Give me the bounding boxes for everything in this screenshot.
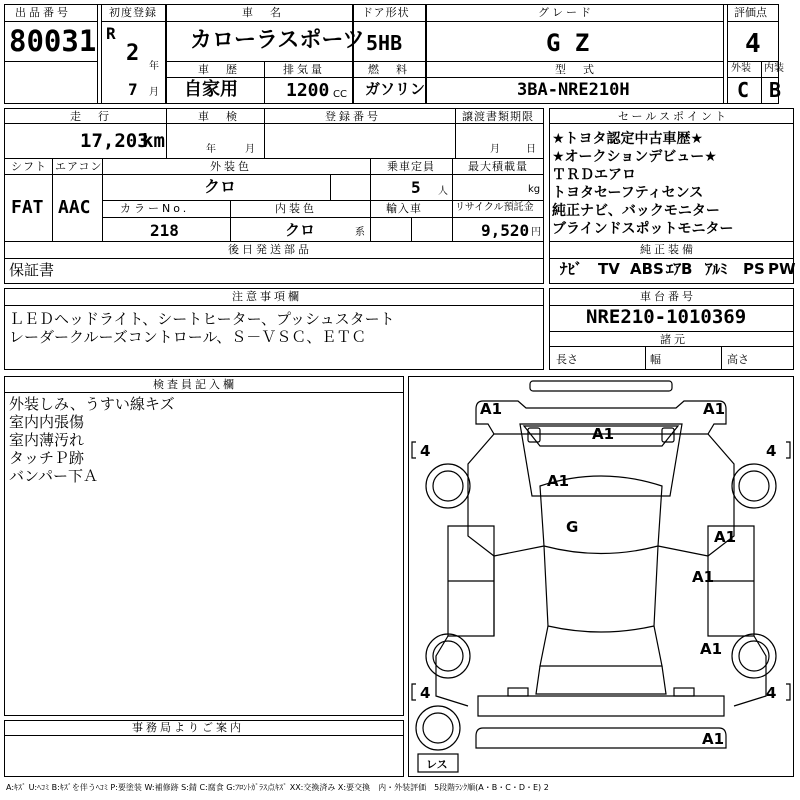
grade-label: グレード xyxy=(538,6,594,19)
equipment-tv: TV xyxy=(598,260,620,278)
interior-score: B xyxy=(769,78,782,102)
era: R xyxy=(106,24,116,43)
first-reg-label: 初度登録 xyxy=(109,6,157,19)
history-label: 車 歴 xyxy=(198,63,240,76)
capacity-unit: 人 xyxy=(438,186,448,197)
ac: AAC xyxy=(58,197,91,218)
notes-label: 注意事項欄 xyxy=(232,290,302,303)
car-name-label: 車 名 xyxy=(242,6,284,19)
sales-point: ★トヨタ認定中古車歴★ xyxy=(552,131,704,147)
transfer-label: 譲渡書類期限 xyxy=(462,110,534,123)
interior-label: 内装 xyxy=(764,63,784,74)
recycle-unit: 円 xyxy=(531,227,541,238)
displacement-unit: CC xyxy=(333,89,347,100)
lot-number: 80031 xyxy=(9,24,97,58)
inspector-line: 外装しみ、うすい線キズ xyxy=(9,395,175,413)
height-label: 高さ xyxy=(727,353,749,366)
inspector-label: 検査員記入欄 xyxy=(153,378,237,391)
lot-label: 出品番号 xyxy=(15,6,71,19)
inspection-label: 車 検 xyxy=(198,110,240,123)
mark-right-door-rear: A1 xyxy=(692,568,715,586)
mileage-label: 走 行 xyxy=(70,110,112,123)
door-label: ドア形状 xyxy=(362,6,410,19)
grade: G Z xyxy=(546,29,590,57)
mark-front-left: A1 xyxy=(480,400,503,418)
displacement-label: 排気量 xyxy=(283,63,325,76)
chassis-label: 車台番号 xyxy=(640,290,696,303)
ac-label: エアコン xyxy=(55,160,103,173)
max-load-label: 最大積載量 xyxy=(468,160,528,173)
inspector-line: タッチＰ跡 xyxy=(9,449,85,467)
legend: A:ｷｽﾞ U:ﾍｺﾐ B:ｷｽﾞを伴うﾍｺﾐ P:要塗装 W:補修跡 S:錆 C:腐食 G:ﾌﾛﾝﾄｶﾞﾗｽ点ｷｽﾞ XX:交換済み X:要交換 内・外装評価 5段階ﾗﾝｸ順(A・B・C・D・E) 2 xyxy=(6,783,549,792)
exterior-score: C xyxy=(737,78,750,102)
spec-label: 諸元 xyxy=(660,333,688,346)
door-type: 5HB xyxy=(366,31,403,55)
color-no-label: カラーNo. xyxy=(120,202,190,215)
year-unit: 年 xyxy=(149,61,159,72)
tire-tr: 4 xyxy=(766,442,777,460)
month-unit: 月 xyxy=(149,87,159,98)
mark-windshield: A1 xyxy=(592,425,615,443)
shift: FAT xyxy=(11,197,44,218)
int-color-label: 内装色 xyxy=(275,202,317,215)
office-label: 事務局よりご案内 xyxy=(132,721,244,734)
sales-point: ★オークションデビュー★ xyxy=(552,149,717,165)
equipment-navi: ﾅﾋﾞ xyxy=(560,260,583,278)
spare-tire: レス xyxy=(426,758,448,771)
transfer-month: 月 xyxy=(490,144,500,155)
later-parts: 保証書 xyxy=(9,261,55,279)
shift-label: シフト xyxy=(11,160,47,173)
capacity: 5 xyxy=(411,178,421,197)
fuel: ガソリン xyxy=(365,80,426,98)
equipment-abs: ABS xyxy=(630,260,664,278)
equipment-alloy: ｱﾙﾐ xyxy=(705,260,728,278)
score-label: 評価点 xyxy=(734,6,767,19)
ext-color-label: 外装色 xyxy=(210,160,252,173)
car-name: カローラスポーツ xyxy=(190,28,365,53)
mark-hood: A1 xyxy=(547,472,570,490)
capacity-label: 乗車定員 xyxy=(387,160,435,173)
exterior-label: 外装 xyxy=(731,63,751,74)
equipment-airbag: ｴｱB xyxy=(666,260,693,278)
inspection-year: 年 xyxy=(206,144,216,155)
first-reg-year: 2 xyxy=(126,41,140,66)
equipment-label: 純正装備 xyxy=(640,243,696,256)
inspector-line: 室内内張傷 xyxy=(9,413,85,431)
reg-no-label: 登録番号 xyxy=(325,110,381,123)
sales-point: 純正ナビ、バックモニター xyxy=(552,203,720,219)
max-load-unit: kg xyxy=(528,184,541,195)
mileage: 17,203 xyxy=(80,130,149,152)
transfer-day: 日 xyxy=(526,144,536,155)
note-line: ＬＥＤヘッドライト、シートヒーター、プッシュスタート xyxy=(9,310,395,328)
car-diagram xyxy=(408,376,794,777)
length-label: 長さ xyxy=(556,353,578,366)
note-line: レーダークルーズコントロール、Ｓ－ＶＳＣ、ＥＴＣ xyxy=(9,328,367,346)
fuel-label: 燃 料 xyxy=(368,63,410,76)
mark-right-door-front: A1 xyxy=(714,528,737,546)
sales-point: トヨタセーフティセンス xyxy=(552,185,704,201)
ext-color: クロ xyxy=(204,177,237,196)
model-code: 3BA-NRE210H xyxy=(517,80,630,100)
inspector-line: 室内薄汚れ xyxy=(9,431,85,449)
import-label: 輸入車 xyxy=(386,202,422,215)
recycle-fee: 9,520 xyxy=(481,221,530,240)
inspector-line: バンパー下Ａ xyxy=(9,467,98,485)
inspection-month: 月 xyxy=(245,144,255,155)
equipment-ps: PS xyxy=(743,260,765,278)
model-label: 型 式 xyxy=(555,63,597,76)
sales-point: ＴＲＤエアロ xyxy=(552,167,636,183)
tire-br: 4 xyxy=(766,684,777,702)
mark-roof: G xyxy=(566,518,579,536)
tire-bl: 4 xyxy=(420,684,431,702)
int-color-unit: 系 xyxy=(355,227,365,238)
sales-label: セールスポイント xyxy=(618,110,730,123)
recycle-label: リサイクル預託金 xyxy=(455,202,534,213)
mark-front-right: A1 xyxy=(703,400,726,418)
color-no: 218 xyxy=(150,221,179,240)
history: 自家用 xyxy=(184,79,238,100)
tire-tl: 4 xyxy=(420,442,431,460)
mark-right-rear-fender: A1 xyxy=(700,640,723,658)
mileage-unit: km xyxy=(142,130,165,152)
sales-point: ブラインドスポットモニター xyxy=(552,221,734,237)
score: 4 xyxy=(745,29,761,59)
first-reg-month: 7 xyxy=(128,80,138,99)
mark-rear-bumper: A1 xyxy=(702,730,725,748)
chassis-number: NRE210-1010369 xyxy=(586,306,747,328)
later-parts-label: 後日発送部品 xyxy=(228,243,312,256)
equipment-pw: PW xyxy=(768,260,796,278)
width-label: 幅 xyxy=(650,353,661,366)
displacement: 1200 xyxy=(286,80,330,101)
int-color: クロ xyxy=(285,221,316,239)
